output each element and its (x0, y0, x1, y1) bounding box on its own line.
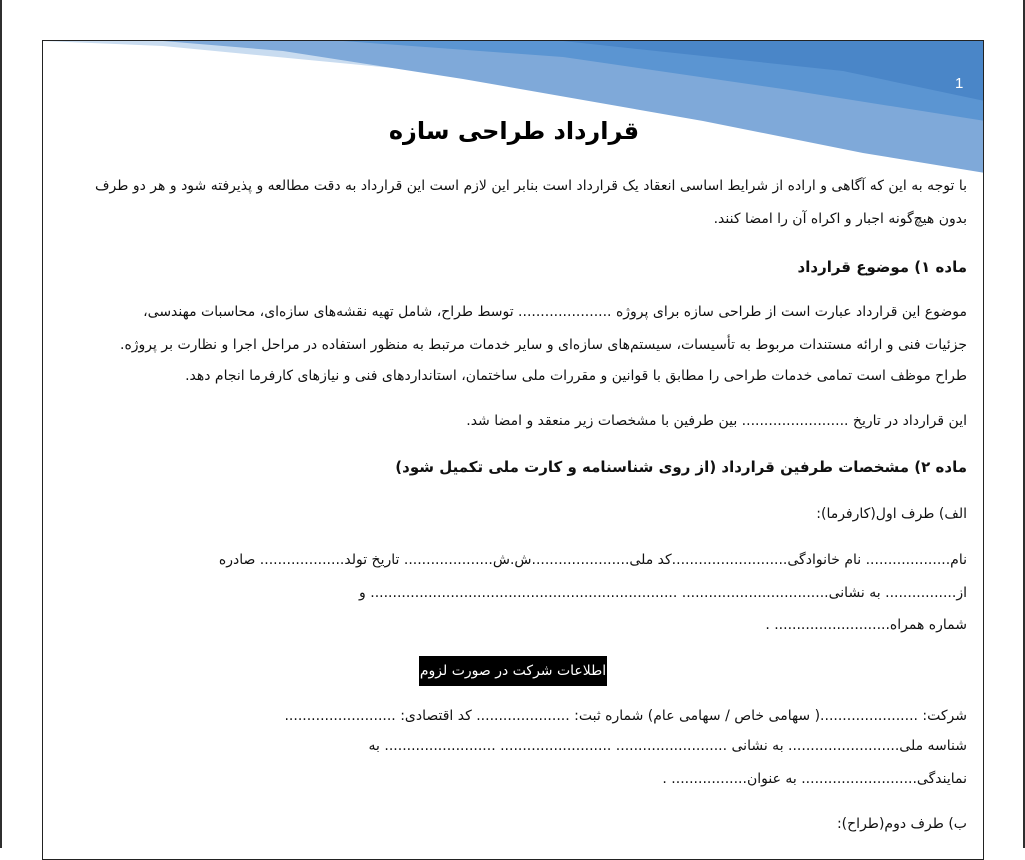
article1-line-3: طراح موظف است تمامی خدمات طراحی را مطابق با قوانین و مقررات ملی ساختمان، استانداردهای فنی و نیازهای کارفرما انجام دهد. (185, 368, 967, 384)
intro-line-2: بدون هیچ‌گونه اجبار و اکراه آن را امضا کنند. (713, 211, 967, 227)
page-number: 1 (955, 75, 964, 92)
company-line-1: شرکت: ......................( سهامی خاص / سهامی عام) شماره ثبت: ..................... کد اقتصادی: ......................... (284, 708, 967, 724)
article1-line-1: موضوع این قرارداد عبارت است از طراحی سازه برای پروژه ..................... توسط طراح، شامل تهیه نقشه‌های سازه‌ای، محاسبات مهندسی، (143, 304, 967, 320)
document-title: قرارداد طراحی سازه (388, 117, 640, 145)
party-a-line-1: نام................... نام خانوادگی..........................کد ملی......................ش.ش.................... تاریخ تولد................... صادره (218, 552, 967, 568)
company-line-3: نمایندگی.......................... به عنوان................. . (662, 771, 967, 787)
party-a-line-3: شماره همراه.......................... . (765, 617, 967, 633)
viewer-border-left (0, 0, 2, 848)
document-page (42, 40, 984, 860)
party-a-label: الف) طرف اول(کارفرما): (816, 506, 967, 522)
company-info-banner: اطلاعات شرکت در صورت لزوم (419, 656, 607, 686)
article1-heading: ماده ۱) موضوع قرارداد (797, 258, 967, 276)
intro-line-1: با توجه به این که آگاهی و اراده از شرایط اساسی انعقاد یک قرارداد است بنابر این لازم است این قرارداد به دقت مطالعه و پذیرفته شود و هر دو طرف (95, 178, 967, 194)
article2-heading: ماده ۲) مشخصات طرفین قرارداد (از روی شناسنامه و کارت ملی تکمیل شود) (395, 458, 967, 476)
party-b-label: ب) طرف دوم(طراح): (836, 816, 967, 832)
header-decoration (43, 41, 984, 181)
article1-line-2: جزئیات فنی و ارائه مستندات مربوط به تأسیسات، سیستم‌های سازه‌ای و سایر خدمات مرتبط به منظور استفاده در مراحل اجرا و نظارت بر پروژه. (120, 337, 967, 353)
company-line-2: شناسه ملی......................... به نشانی ......................... ......................... ......................... به (368, 738, 967, 754)
article1-date-line: این قرارداد در تاریخ ........................ بین طرفین با مشخصات زیر منعقد و امضا شد. (466, 413, 967, 429)
party-a-line-2: از................ به نشانی................................. ..................................................................... و (359, 585, 967, 601)
